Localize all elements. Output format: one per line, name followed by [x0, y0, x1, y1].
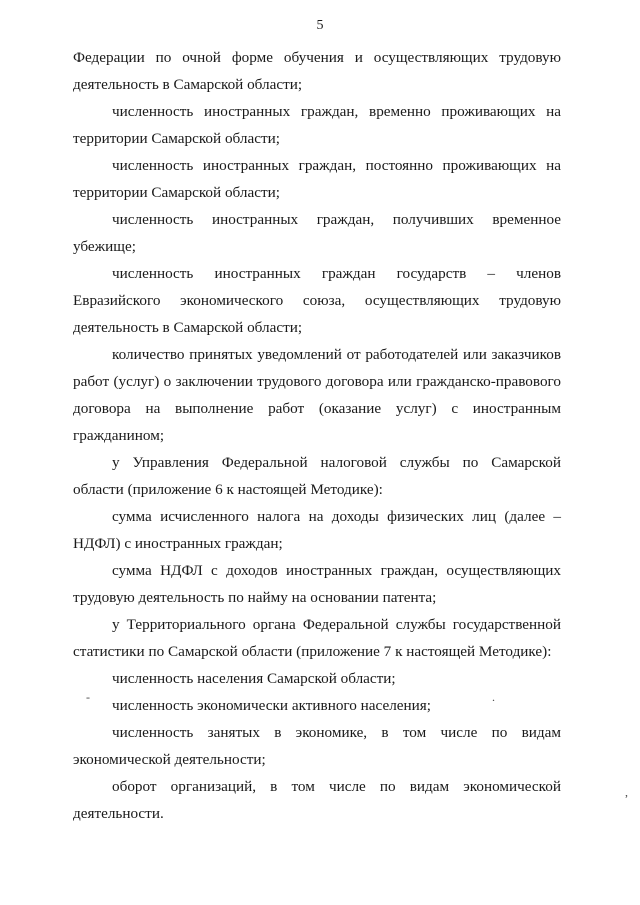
paragraph: сумма исчисленного налога на доходы физических лиц (далее – НДФЛ) с иностранных граждан; [73, 508, 561, 552]
scan-mark: - [86, 690, 90, 704]
scan-mark: , [625, 785, 628, 799]
paragraph: численность иностранных граждан, получивших временное убежище; [73, 211, 561, 255]
paragraph: оборот организаций, в том числе по видам экономической деятельности. [73, 778, 561, 822]
paragraph: количество принятых уведомлений от работодателей или заказчиков работ (услуг) о заключении трудового договора или гражданско-правового договора на выполнение работ (оказание услуг) с иностранным гражданином; [73, 346, 561, 444]
paragraph: численность экономически активного населения; [112, 697, 431, 714]
paragraph: у Управления Федеральной налоговой службы по Самарской области (приложение 6 к настоящей Методике): [73, 454, 561, 498]
paragraph: численность иностранных граждан, временно проживающих на территории Самарской области; [73, 103, 561, 147]
scan-mark: . [492, 690, 495, 704]
page-number: 5 [316, 18, 324, 33]
paragraph: численность иностранных граждан государств – членов Евразийского экономического союза, осуществляющих трудовую деятельность в Самарской области; [73, 265, 561, 336]
paragraph: численность иностранных граждан, постоянно проживающих на территории Самарской области; [73, 157, 561, 201]
paragraph: численность населения Самарской области; [112, 670, 396, 687]
document-body [73, 44, 561, 827]
paragraph: у Территориального органа Федеральной службы государственной статистики по Самарской области (приложение 7 к настоящей Методике): [73, 616, 561, 660]
paragraph: Федерации по очной форме обучения и осуществляющих трудовую деятельность в Самарской области; [73, 49, 561, 93]
paragraph: сумма НДФЛ с доходов иностранных граждан, осуществляющих трудовую деятельность по найму на основании патента; [73, 562, 561, 606]
paragraph: численность занятых в экономике, в том числе по видам экономической деятельности; [73, 724, 561, 768]
